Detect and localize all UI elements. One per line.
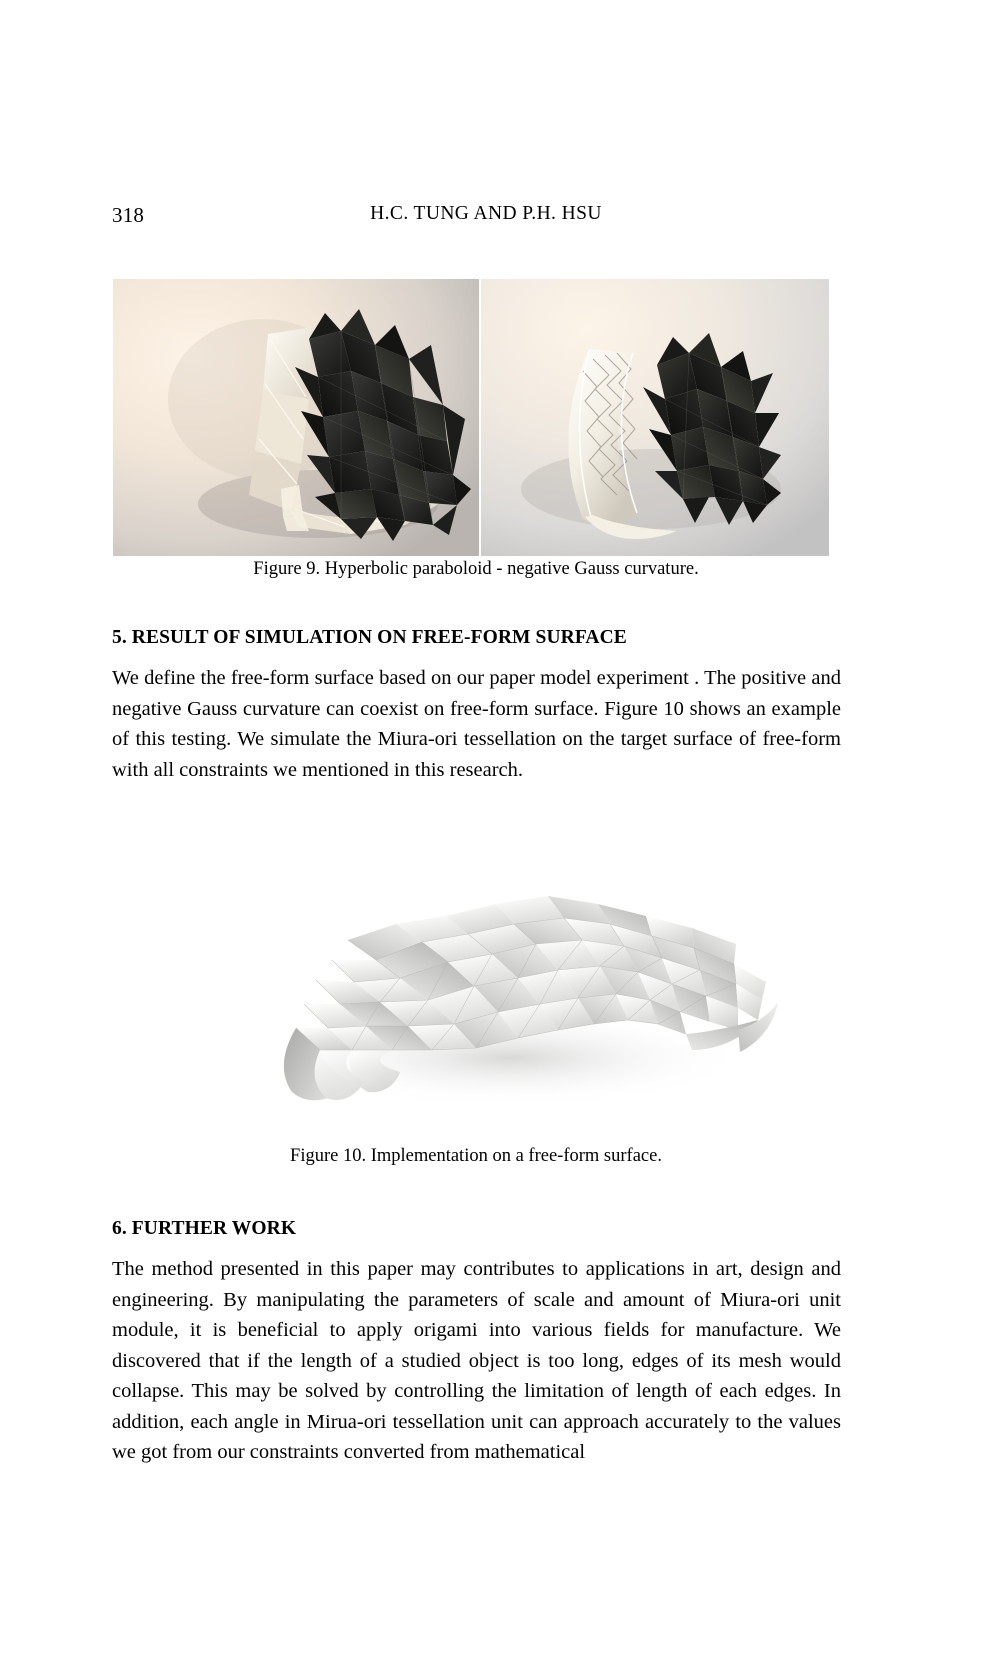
section-6-heading: 6. FURTHER WORK [112, 1218, 297, 1239]
section-5-heading: 5. RESULT OF SIMULATION ON FREE-FORM SURFACE [112, 627, 627, 648]
figure-9-caption: Figure 9. Hyperbolic paraboloid - negative Gauss curvature. [253, 559, 699, 579]
page-number: 318 [112, 203, 145, 227]
running-head-title: H.C. TUNG AND P.H. HSU [370, 203, 602, 224]
section-5-body: We define the free-form surface based on our paper model experiment . The positive and negative Gauss curvature can coexist on free-form surface. Figure 10 shows an example of this testing. We simulate the Miura-ori tessellation on the target surface of free-form with all constraints we mentioned in this research. [112, 667, 841, 781]
figure-9-photo-left [113, 279, 479, 556]
figure-10-caption: Figure 10. Implementation on a free-form surface. [290, 1146, 662, 1166]
figure-9-photo-right [481, 279, 829, 556]
section-6-body: The method presented in this paper may contributes to applications in art, design and engineering. By manipulating the parameters of scale and amount of Miura-ori unit module, it is beneficial to apply origami into various fields for manufacture. We discovered that if the length of a studied object is too long, edges of its mesh would collapse. This may be solved by controlling the limitation of length of each edges. In addition, each angle in Mirua-ori tessellation unit can approach accurately to the values we got from our constraints converted from mathematical [112, 1258, 841, 1463]
running-head [112, 203, 840, 229]
figure-9 [113, 279, 829, 556]
figure-10 [200, 820, 800, 1120]
